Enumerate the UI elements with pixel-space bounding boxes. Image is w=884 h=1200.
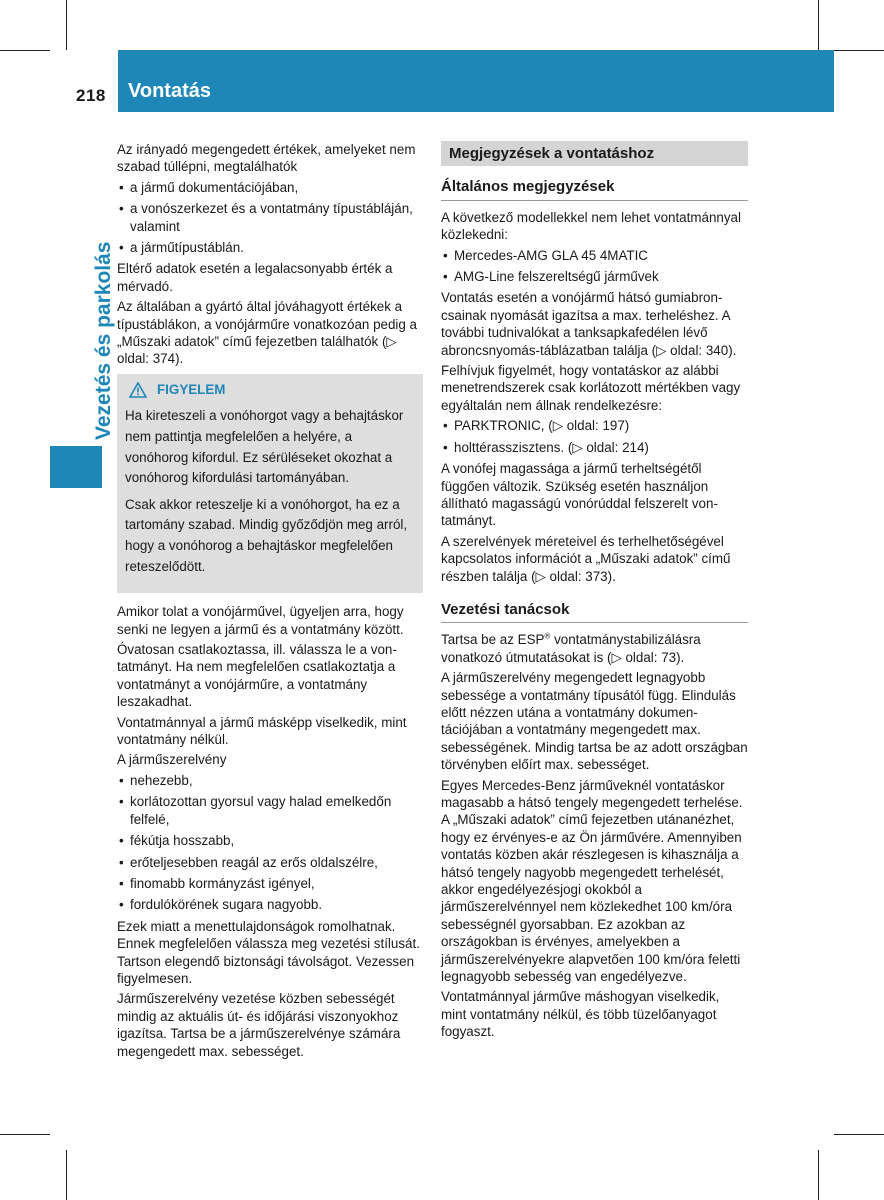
side-chapter-label: Vezetés és parkolás bbox=[92, 241, 115, 440]
paragraph: Az általában a gyártó által jóváhagyott értékek a típustáblákon, a vonójárműre vonatkozóan pedig a „Műszaki adatok” című fejezetben találhatók (▷ oldal: 374). bbox=[117, 299, 418, 367]
text-span: vontatmánystabilizálásra vonatkozó útmutatásokat is (▷ oldal: 73). bbox=[441, 632, 701, 665]
registered-mark: ® bbox=[544, 631, 551, 641]
list-item: • a járműtípustáblán. bbox=[117, 239, 423, 256]
list-item: • fékútja hosszabb, bbox=[117, 832, 423, 849]
paragraph: A járműszerelvény megengedett legnagyobb sebessége a vontatmány típusától függ. Elindulás előtt nézzen utána a vontatmány dokumentációjában a vontatmány megengedett max. sebességének. Mindig tartsa be az adott országban törvényben előírt max. sebességet. bbox=[441, 670, 748, 773]
list-item: • korlátozottan gyorsul vagy halad emelkedőn felfelé, bbox=[117, 793, 423, 828]
bullet-list bbox=[117, 179, 423, 257]
paragraph: Vontatmánnyal a jármű másképp viselkedik, mint vontatmány nélkül. bbox=[117, 714, 407, 748]
text-span: Tartsa be az ESP bbox=[441, 632, 545, 648]
list-item: • a jármű dokumentációjában, bbox=[117, 179, 423, 196]
paragraph: A következő modellekkel nem lehet vontatmánnyal közlekedni: bbox=[441, 209, 741, 243]
subheading: Általános megjegyzések bbox=[441, 178, 748, 200]
list-item: • erőteljesebben reagál az erős oldalszélre, bbox=[117, 854, 423, 871]
list-item: • finomabb kormányzást igényel, bbox=[117, 875, 423, 892]
section-heading: Megjegyzések a vontatáshoz bbox=[441, 141, 748, 166]
paragraph: A vonófej magassága a jármű terheltségétől függően változik. Szükség esetén használjon állítható magasságú vonórúddal felszerelt vontatmányt. bbox=[441, 461, 718, 529]
page-number: 218 bbox=[76, 86, 106, 105]
paragraph: Vontatás esetén a vonójármű hátsó gumiabroncsainak nyomását igazítsa a max. terheléshez. A további tudnivalókat a tanksapkafedélen lévő abroncsnyomás-táblázatban találja (▷ oldal: 340). bbox=[441, 290, 737, 358]
paragraph: Egyes Mercedes-Benz járműveknél vontatáskor magasabb a hátsó tengely megengedett terhelése. A „Műszaki adatok” című fejezetben utánanézhet, hogy ez érvényes-e az Ön járművére. Amennyiben vontatás közben akár részlegesen is kihasználja a hátsó tengely nagyobb megengedett terhelését, akkor engedélyezésjogi okokból a járműszerelvénnyel nem közlekedhet 100 km/óra sebességnél gyorsabban. Ez azokban az országokban is érvényes, amelyekben a járműszerelvényekre alapvetően 100 km/óra feletti legnagyobb sebesség van engedélyezve. bbox=[441, 777, 743, 985]
right-column bbox=[441, 141, 748, 1044]
list-item: • PARKTRONIC, (▷ oldal: 197) bbox=[441, 417, 748, 434]
list-item: • nehezebb, bbox=[117, 772, 423, 789]
list-item: • holttérasszisztens. (▷ oldal: 214) bbox=[441, 439, 748, 456]
paragraph: Az irányadó megengedett értékek, amelyeket nem szabad túllépni, megtalálhatók bbox=[117, 142, 416, 175]
list-item: • AMG-Line felszereltségű járművek bbox=[441, 268, 748, 285]
warning-triangle-icon bbox=[129, 382, 147, 398]
paragraph: Vontatmánnyal járműve máshogyan viselkedik, mint vontatmány nélkül, és több tüzelőanyagot fogyaszt. bbox=[441, 989, 720, 1040]
crop-mark bbox=[66, 0, 67, 50]
bullet-list bbox=[117, 772, 423, 914]
warning-header bbox=[125, 380, 415, 401]
crop-mark bbox=[818, 0, 819, 50]
paragraph bbox=[441, 631, 748, 666]
list-item: • Mercedes-AMG GLA 45 4MATIC bbox=[441, 247, 748, 264]
list-item: • a vonószerkezet és a vontatmány típustábláján, valamint bbox=[117, 200, 423, 235]
crop-mark bbox=[0, 50, 50, 51]
paragraph: Eltérő adatok esetén a legalacsonyabb érték a mérvadó. bbox=[117, 261, 393, 294]
warning-paragraph: Ha kireteszeli a vonóhorgot vagy a behajtáskor nem pattintja megfelelően a helyére, a vonóhorog kifordul. Ez sérüléseket okozhat a vonóhorog kifordulási tartományában. bbox=[125, 408, 404, 486]
subheading: Vezetési tanácsok bbox=[441, 601, 748, 623]
paragraph: Óvatosan csatlakoztassa, ill. válassza le a vontatmányt. Ha nem megfelelően csatlakoztatja a vontatmányt a vonójárműre, a vontatmány leszakadhat. bbox=[117, 642, 397, 710]
bullet-list bbox=[441, 247, 748, 286]
paragraph: Amikor tolat a vonójárművel, ügyeljen arra, hogy senki ne legyen a jármű és a vontatmány között. bbox=[117, 604, 404, 637]
crop-mark bbox=[0, 1134, 50, 1135]
paragraph: Járműszerelvény vezetése közben sebességét mindig az aktuális út- és időjárási viszonyokhoz igazítsa. Tartsa be a járműszerelvénye számára megengedett max. sebességet. bbox=[117, 991, 401, 1059]
crop-mark bbox=[834, 1134, 884, 1135]
warning-title: FIGYELEM bbox=[157, 381, 226, 397]
bullet-list bbox=[441, 417, 748, 456]
crop-mark bbox=[834, 50, 884, 51]
paragraph: A járműszerelvény bbox=[117, 752, 227, 768]
paragraph: Felhívjuk figyelmét, hogy vontatáskor az alábbi menetrendszerek csak korlátozott mértékben vagy egyáltalán nem állnak rendelkezésre: bbox=[441, 363, 741, 413]
crop-mark bbox=[66, 1150, 67, 1200]
paragraph: Ezek miatt a menettulajdonságok romolhatnak. Ennek megfelelően válassza meg vezetési stílusát. Tartson elegendő biztonsági távolságot. Vezessen figyelmesen. bbox=[117, 918, 420, 986]
page-title: Vontatás bbox=[128, 80, 211, 102]
warning-paragraph: Csak akkor reteszelje ki a vonóhorgot, ha ez a tartomány szabad. Mindig győződjön meg arról, hogy a vonóhorog a behajtáskor megfelelően reteszelődött. bbox=[125, 496, 408, 574]
side-tab-block bbox=[50, 446, 102, 488]
crop-mark bbox=[818, 1150, 819, 1200]
left-column bbox=[117, 141, 423, 1063]
header-bar bbox=[118, 50, 834, 112]
paragraph: A szerelvények méreteivel és terhelhetőségével kapcsolatos információt a „Műszaki adatok” című részben találja (▷ oldal: 373). bbox=[441, 533, 731, 584]
warning-box bbox=[117, 374, 423, 593]
list-item: • fordulókörének sugara nagyobb. bbox=[117, 896, 423, 913]
